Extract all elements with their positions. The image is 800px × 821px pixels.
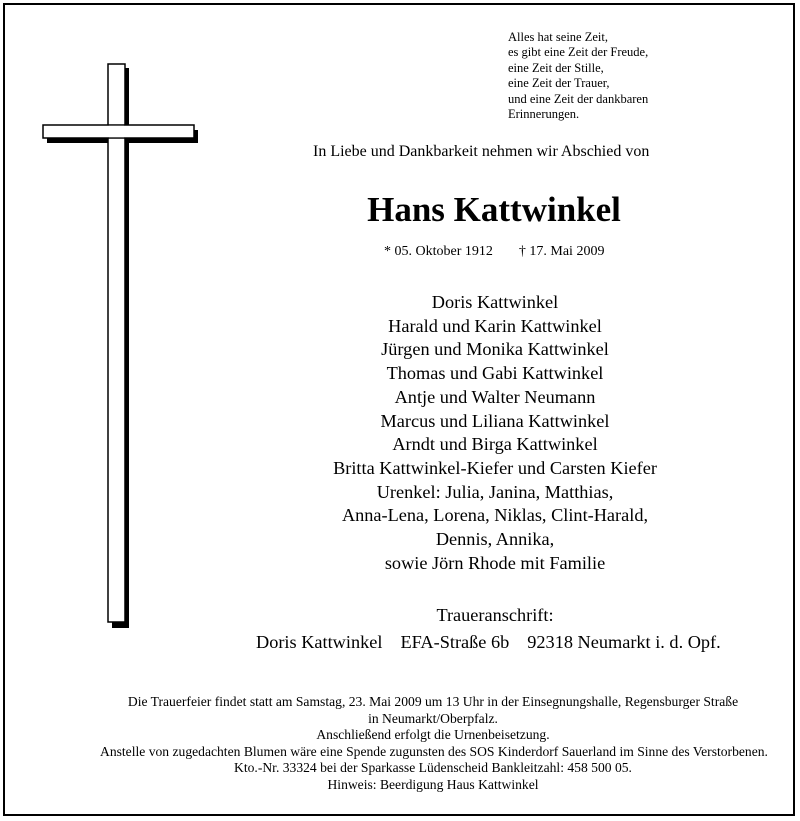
- mourner-line: Arndt und Birga Kattwinkel: [392, 434, 598, 455]
- quote-line: Erinnerungen.: [508, 107, 580, 122]
- mourners-list: [300, 291, 690, 575]
- mourner-line: sowie Jörn Rhode mit Familie: [384, 552, 606, 573]
- mourning-address-label: Traueranschrift:: [436, 605, 554, 625]
- mourner-line: Doris Kattwinkel: [431, 292, 559, 312]
- mourner-line: Thomas und Gabi Kattwinkel: [386, 363, 604, 384]
- mourner-line: Antje und Walter Neumann: [394, 386, 596, 407]
- note-line: Hinweis: Beerdigung Haus Kattwinkel: [327, 776, 539, 792]
- deceased-name: Hans Kattwinkel: [367, 190, 621, 229]
- quote-line: Alles hat seine Zeit,: [508, 30, 608, 44]
- quote-line: eine Zeit der Stille,: [508, 60, 604, 75]
- mourner-line: Urenkel: Julia, Janina, Matthias,: [376, 481, 614, 502]
- note-line: in Neumarkt/Oberpfalz.: [368, 710, 498, 726]
- mourning-address: [256, 632, 721, 653]
- note-line: Die Trauerfeier findet statt am Samstag, 23. Mai 2009 um 13 Uhr in der Einsegnungshalle, Regensburger Straße: [127, 694, 739, 709]
- address-city: 92318 Neumarkt i. d. Opf.: [527, 632, 721, 652]
- mourner-line: Marcus und Liliana Kattwinkel: [380, 410, 610, 431]
- quote-verse: [508, 30, 648, 122]
- quote-line: eine Zeit der Trauer,: [508, 76, 610, 91]
- mourner-line: Britta Kattwinkel-Kiefer und Carsten Kiefer: [333, 457, 657, 478]
- address-name: Doris Kattwinkel: [256, 632, 383, 652]
- mourner-line: Anna-Lena, Lorena, Niklas, Clint-Harald,: [341, 505, 649, 526]
- ceremony-notes: [100, 694, 766, 794]
- death-date: † 17. Mai 2009: [518, 244, 605, 259]
- mourner-line: Dennis, Annika,: [435, 529, 555, 550]
- life-dates: [384, 244, 604, 260]
- note-line: Anschließend erfolgt die Urnenbeisetzung.: [316, 727, 550, 743]
- note-line: Anstelle von zugedachten Blumen wäre eine Spende zugunsten des SOS Kinderdorf Sauerland im Sinne des Verstorbenen.: [100, 743, 768, 759]
- quote-line: es gibt eine Zeit der Freude,: [508, 45, 649, 60]
- address-street: EFA-Straße 6b: [400, 632, 510, 652]
- note-line: Kto.-Nr. 33324 bei der Sparkasse Lüdenscheid Bankleitzahl: 458 500 05.: [234, 760, 632, 776]
- mourner-line: Jürgen und Monika Kattwinkel: [381, 339, 609, 360]
- intro-text: In Liebe und Dankbarkeit nehmen wir Abschied von: [313, 143, 650, 160]
- cross-icon: [40, 62, 200, 628]
- quote-line: und eine Zeit der dankbaren: [508, 91, 649, 106]
- birth-date: * 05. Oktober 1912: [384, 244, 493, 259]
- mourner-line: Harald und Karin Kattwinkel: [388, 315, 602, 336]
